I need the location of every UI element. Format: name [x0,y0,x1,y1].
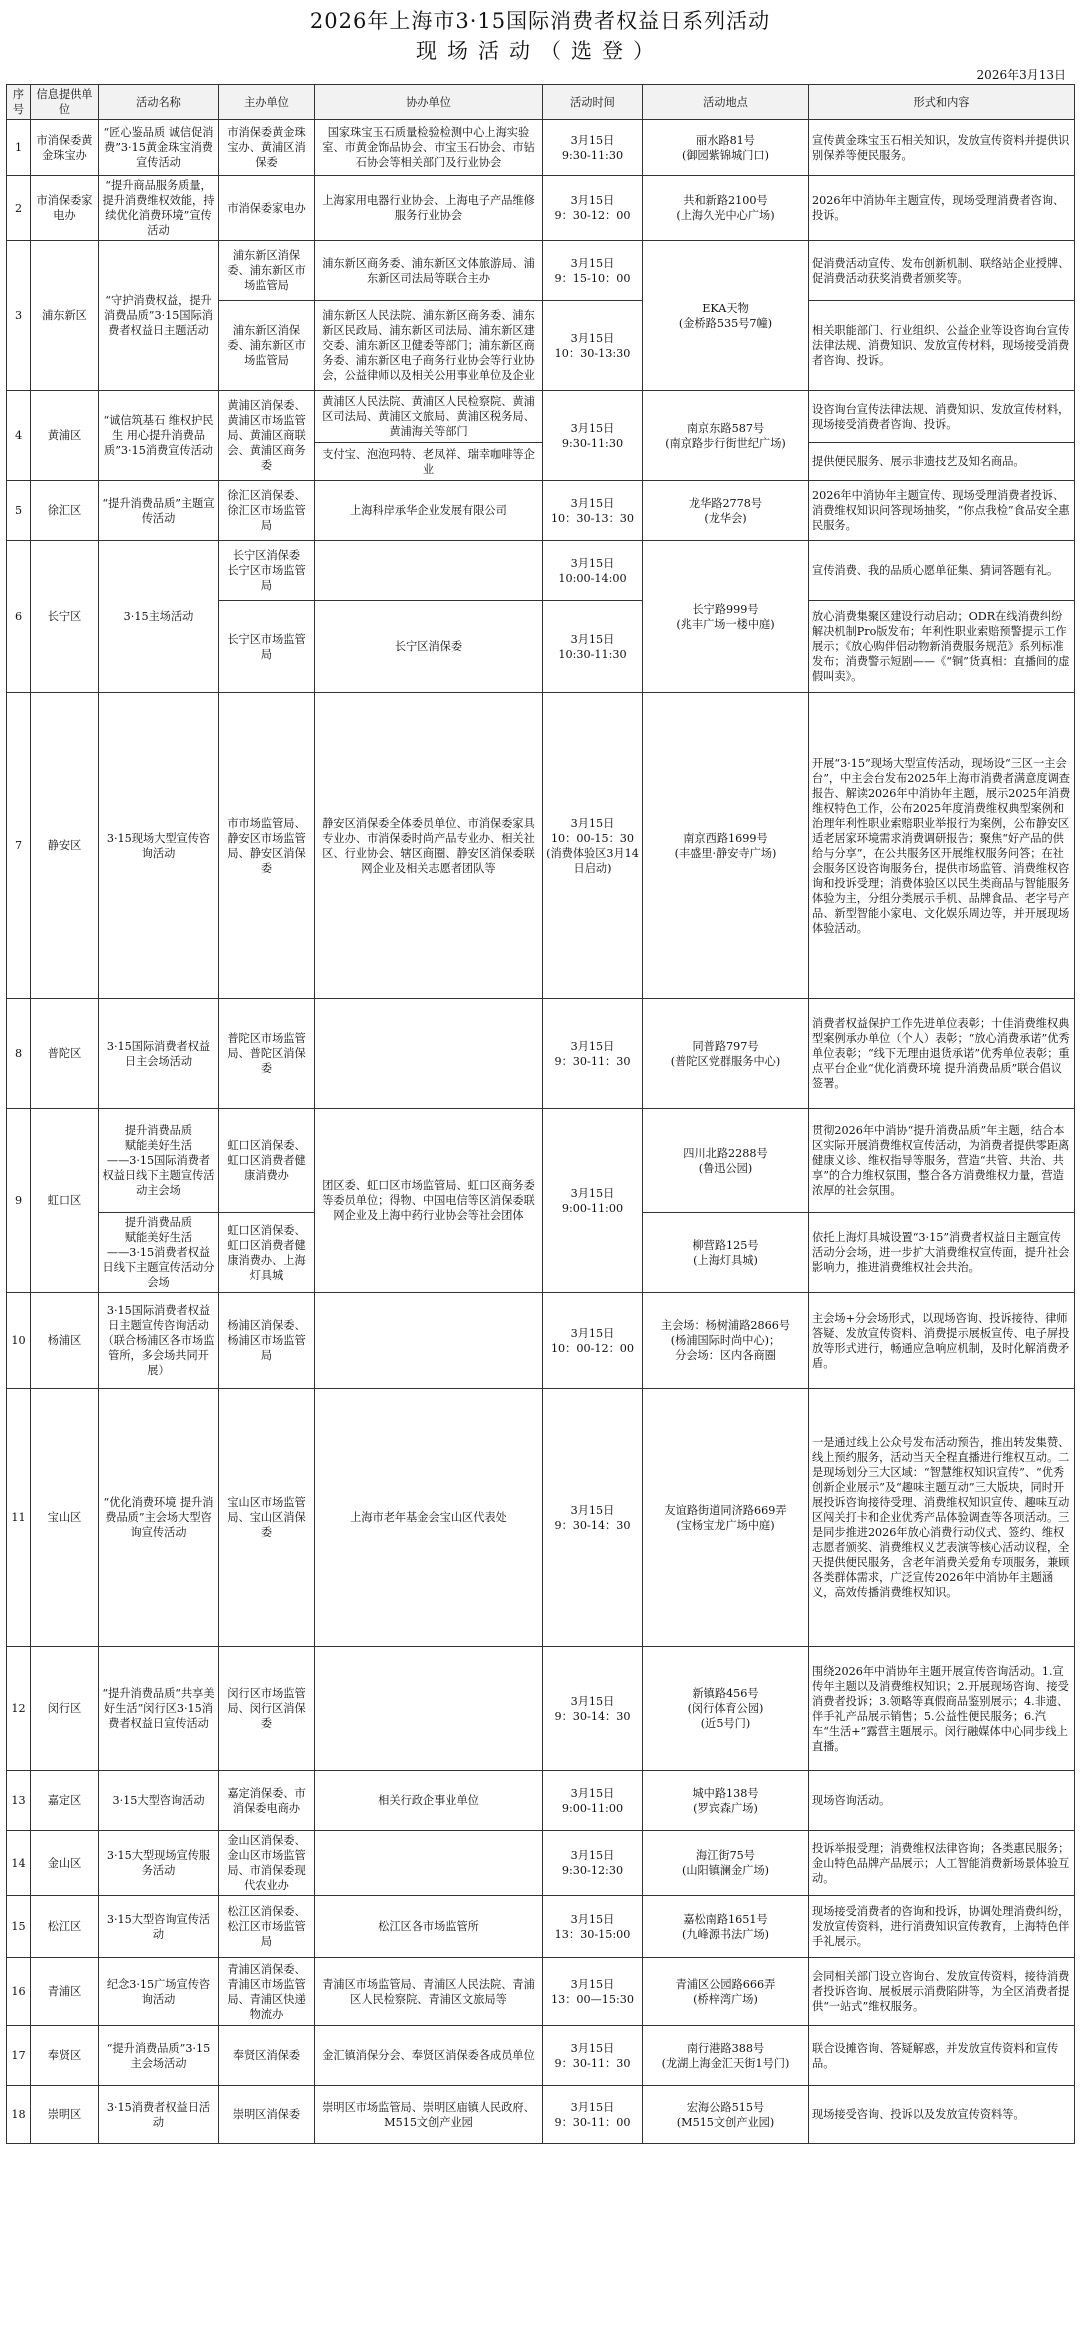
place-cell: 同普路797号 (普陀区党群服务中心) [643,999,809,1109]
place-cell: 主会场：杨树浦路2866号 (杨浦国际时尚中心)； 分会场：区内各商圈 [643,1293,809,1389]
content-cell: 宣传黄金珠宝玉石相关知识，发放宣传资料并提供识别保养等便民服务。 [809,120,1075,176]
provider-cell: 市消保委家电办 [31,176,99,241]
content-cell: 围绕2026年中消协年主题开展宣传咨询活动。1.宣传年主题以及消费维权知识；2.开展现场咨询、接受消费者投诉；3.领略等真假商品鉴别展示；4.非遗、伴手礼产品展示销售；5.公益性便民服务；6.汽车“生活+”露营主题展示。闵行融媒体中心同步线上直播。 [809,1647,1075,1771]
cohost-cell: 上海市老年基金会宝山区代表处 [315,1389,543,1647]
time-cell: 3月15日 9:30-11:30 [543,120,643,176]
content-cell: 贯彻2026年中消协“提升消费品质”年主题，结合本区实际开展消费维权宣传活动，为消费者提供零距离健康义诊、维权指导等服务，营造“共管、共治、共享”的合力维权氛围，整合各方消费维权力量，营造浓厚的社会氛围。 [809,1109,1075,1213]
time-cell: 3月15日 10：30-13：30 [543,481,643,541]
time-cell: 3月15日 13：30-15:00 [543,1896,643,1958]
table-row [7,1896,1075,1958]
cohost-cell: 崇明区市场监管局、崇明区庙镇人民政府、M515文创产业园 [315,2086,543,2144]
col-header: 形式和内容 [809,85,1075,120]
content-cell: 会同相关部门设立咨询台、发放宣传资料，接待消费者投诉咨询、展板展示消费陷阱等，为全区消费者提供“一站式”维权服务。 [809,1958,1075,2026]
host-cell: 宝山区市场监管局、宝山区消保委 [219,1389,315,1647]
provider-cell: 金山区 [31,1831,99,1896]
row-number: 7 [7,693,31,999]
place-cell: 青浦区公园路666弄 (桥梓湾广场) [643,1958,809,2026]
content-cell: 一是通过线上公众号发布活动预告，推出转发集赞、线上预约服务，活动当天全程直播进行维权互动。二是现场划分三大区域：“智慧维权知识宣传”、“优秀创新企业展示”及“趣味主题互动”三大版块，同时开展投诉咨询接待受理、消费维权知识宣传、趣味互动区闯关打卡和企业优秀产品体验调查等各项活动。三是同步推进2026年放心消费行动仪式、签约、维权志愿者颁奖、消费维权义艺表演等核心活动议程，全天提供便民服务，含老年消费关爱角专项服务，兼顾各类群体需求，广泛宣传2026年中消协年主题涵义，高效传播消费维权知识。 [809,1389,1075,1647]
activity-name-cell: 3·15国际消费者权益日主会场活动 [99,999,219,1109]
host-cell: 浦东新区消保委、浦东新区市场监管局 [219,301,315,391]
time-cell: 3月15日 9:30-12:30 [543,1831,643,1896]
provider-cell: 普陀区 [31,999,99,1109]
place-cell: 丽水路81号 (御园紫锦城门口) [643,120,809,176]
content-cell: 联合设摊咨询、答疑解惑，并发放宣传资料和宣传品。 [809,2026,1075,2086]
activity-name-cell: 纪念3·15广场宣传咨询活动 [99,1958,219,2026]
time-cell: 3月15日 9：30-11：00 [543,2086,643,2144]
content-cell: 现场接受咨询、投诉以及发放宣传资料等。 [809,2086,1075,2144]
document-date: 2026年3月13日 [976,68,1066,82]
host-cell: 徐汇区消保委、徐汇区市场监管局 [219,481,315,541]
time-cell: 3月15日 9：15-10：00 [543,241,643,301]
table-row [7,1831,1075,1896]
place-cell: 嘉松南路1651号 (九峰源书法广场) [643,1896,809,1958]
activity-name-cell: 3·15主场活动 [99,541,219,693]
cohost-cell: 上海科岸承华企业发展有限公司 [315,481,543,541]
row-number: 2 [7,176,31,241]
table-row [7,241,1075,301]
activity-name-cell: 提升消费品质 赋能美好生活 ——3·15国际消费者权益日线下主题宣传活动主会场 [99,1109,219,1213]
place-cell: 南行港路388号 (龙湖上海金汇天街1号门) [643,2026,809,2086]
cohost-cell: 浦东新区商务委、浦东新区文体旅游局、浦东新区司法局等联合主办 [315,241,543,301]
table-row [7,2086,1075,2144]
content-cell: 2026年中消协年主题宣传，现场受理消费者咨询、投诉。 [809,176,1075,241]
provider-cell: 奉贤区 [31,2026,99,2086]
provider-cell: 静安区 [31,693,99,999]
activity-name-cell: “守护消费权益，提升消费品质”3·15国际消费者权益日主题活动 [99,241,219,391]
document-title: 2026年上海市3·15国际消费者权益日系列活动 [309,9,771,33]
row-number: 5 [7,481,31,541]
content-cell: 2026年中消协年主题宣传、现场受理消费者投诉、消费维权知识问答现场抽奖，“你点我检”食品安全惠民服务。 [809,481,1075,541]
row-number: 17 [7,2026,31,2086]
row-number: 1 [7,120,31,176]
table-row [7,481,1075,541]
table-row [7,1958,1075,2026]
row-number: 10 [7,1293,31,1389]
col-header: 活动时间 [543,85,643,120]
table-row [7,1109,1075,1213]
table-header-row [7,85,1075,120]
table-row [7,693,1075,999]
time-cell: 3月15日 9:00-11:00 [543,1771,643,1831]
table-row [7,176,1075,241]
host-cell: 嘉定消保委、市消保委电商办 [219,1771,315,1831]
time-cell: 3月15日 9：30-14：30 [543,1647,643,1771]
provider-cell: 徐汇区 [31,481,99,541]
cohost-cell: 上海家用电器行业协会、上海电子产品维修服务行业协会 [315,176,543,241]
place-cell: 柳营路125号 (上海灯具城) [643,1213,809,1293]
col-header: 协办单位 [315,85,543,120]
host-cell: 杨浦区消保委、杨浦区市场监管局 [219,1293,315,1389]
col-header: 主办单位 [219,85,315,120]
cohost-cell: 支付宝、泡泡玛特、老凤祥、瑞幸咖啡等企业 [315,443,543,481]
content-cell: 依托上海灯具城设置“3·15”消费者权益日主题宣传活动分会场，进一步扩大消费维权宣传面，提升社会影响力，推进消费维权社会共治。 [809,1213,1075,1293]
activity-name-cell: 3·15大型咨询宣传活动 [99,1896,219,1958]
time-cell: 3月15日 10:00-14:00 [543,541,643,601]
cohost-cell: 国家珠宝玉石质量检验检测中心上海实验室、市黄金饰品协会、市宝玉石协会、市钻石协会等相关部门及行业协会 [315,120,543,176]
content-cell: 促消费活动宣传、发布创新机制、联络站企业授牌、促消费活动获奖消费者颁奖等。 [809,241,1075,301]
provider-cell: 浦东新区 [31,241,99,391]
cohost-cell: 黄浦区人民法院、黄浦区人民检察院、黄浦区司法局、黄浦区文旅局、黄浦区税务局、黄浦海关等部门 [315,391,543,443]
row-number: 16 [7,1958,31,2026]
content-cell: 消费者权益保护工作先进单位表彰；十佳消费维权典型案例承办单位（个人）表彰；“放心消费承诺”优秀单位表彰；“线下无理由退货承诺”优秀单位表彰；重点平台企业“优化消费环境 提升消费品质”联合倡议签署。 [809,999,1075,1109]
row-number: 18 [7,2086,31,2144]
activity-name-cell: 3·15消费者权益日活动 [99,2086,219,2144]
cohost-cell [315,1831,543,1896]
cohost-cell: 金汇镇消保分会、奉贤区消保委各成员单位 [315,2026,543,2086]
time-cell: 3月15日 10:30-11:30 [543,601,643,693]
table-row [7,2026,1075,2086]
host-cell: 奉贤区消保委 [219,2026,315,2086]
activity-name-cell: 3·15大型咨询活动 [99,1771,219,1831]
time-cell: 3月15日 10：00-12：00 [543,1293,643,1389]
cohost-cell [315,999,543,1109]
activity-name-cell: “诚信筑基石 维权护民生 用心提升消费品质”3·15消费宣传活动 [99,391,219,481]
place-cell: 龙华路2778号 (龙华会) [643,481,809,541]
host-cell: 崇明区消保委 [219,2086,315,2144]
time-cell: 3月15日 9：30-12：00 [543,176,643,241]
provider-cell: 杨浦区 [31,1293,99,1389]
cohost-cell: 浦东新区人民法院、浦东新区商务委、浦东新区民政局、浦东新区司法局、浦东新区建交委、浦东新区卫健委等部门；浦东新区商务委、浦东新区电子商务行业协会等行业协会，公益律师以及相关公用事业单位及企业 [315,301,543,391]
place-cell: 友谊路街道同济路669弄 (宝杨宝龙广场中庭) [643,1389,809,1647]
col-header: 信息提供单位 [31,85,99,120]
cohost-cell: 青浦区市场监管局、青浦区人民法院、青浦区人民检察院、青浦区文旅局等 [315,1958,543,2026]
activity-name-prefix: “提升消费品质 [102,1687,176,1700]
row-number: 8 [7,999,31,1109]
row-number: 15 [7,1896,31,1958]
provider-cell: 松江区 [31,1896,99,1958]
provider-cell: 宝山区 [31,1389,99,1647]
table-row [7,541,1075,601]
cohost-cell: 长宁区消保委 [315,601,543,693]
host-cell: 长宁区消保委 长宁区市场监管局 [219,541,315,601]
place-cell: 南京西路1699号 (丰盛里·静安寺广场) [643,693,809,999]
row-number: 6 [7,541,31,693]
time-cell: 3月15日 13：00—15:30 [543,1958,643,2026]
row-number: 9 [7,1109,31,1293]
provider-cell: 崇明区 [31,2086,99,2144]
provider-cell: 黄浦区 [31,391,99,481]
provider-cell: 闵行区 [31,1647,99,1771]
host-cell: 闵行区市场监管局、闵行区消保委 [219,1647,315,1771]
activity-name-cell [99,1647,219,1771]
place-cell: 南京东路587号 (南京路步行街世纪广场) [643,391,809,481]
host-cell: 虹口区消保委、虹口区消费者健康消费办、上海灯具城 [219,1213,315,1293]
cohost-cell [315,541,543,601]
row-number: 4 [7,391,31,481]
row-number: 14 [7,1831,31,1896]
table-row [7,391,1075,443]
place-cell: 共和新路2100号 (上海久光中心广场) [643,176,809,241]
activity-name-text: “共享美好生活”闵行区3·15消费者权益日宣传活动 [104,1687,215,1730]
time-cell: 3月15日 9:00-11:00 [543,1109,643,1293]
host-cell: 黄浦区消保委、黄浦区市场监管局、黄浦区商联会、黄浦区商务委 [219,391,315,481]
activity-name-cell: 3·15国际消费者权益日主题宣传咨询活动（联合杨浦区各市场监管所，多会场共同开展） [99,1293,219,1389]
cohost-cell: 松江区各市场监管所 [315,1896,543,1958]
host-cell: 松江区消保委、松江区市场监管局 [219,1896,315,1958]
content-cell: 开展“3·15”现场大型宣传活动，现场设“三区一主会台”，中主会台发布2025年上海市消费者满意度调查报告、解读2026年中消协年主题，展示2025年消费维权特色工作，公布2025年度消费维权典型案例和治理年利性职业索赔职业举报行为案例，公布静安区适老居家环境需求消费调研报告；聚焦“好产品的供给与分享”，在公共服务区开展维权服务问答；在社会服务区设咨询服务台，提供市场监管、消费维权咨询和投诉受理；消费体验区以民生类商品与智能服务体验为主，分组分类展示手机、品牌食品、老字号产品、新型智能小家电、文化娱乐周边等，并开展现场体验活动。 [809,693,1075,999]
host-cell: 普陀区市场监管局、普陀区消保委 [219,999,315,1109]
place-cell: 城中路138号 (罗宾森广场) [643,1771,809,1831]
place-cell: 宏海公路515号 (M515文创产业园) [643,2086,809,2144]
content-cell: 现场接受消费者的咨询和投诉，协调处理消费纠纷，发放宣传资料，进行消费知识宣传教育，上海特色伴手礼展示。 [809,1896,1075,1958]
row-number: 12 [7,1647,31,1771]
host-cell: 市消保委家电办 [219,176,315,241]
content-cell: 设咨询台宣传法律法规、消费知识、发放宣传材料，现场接受消费者咨询、投诉。 [809,391,1075,443]
provider-cell: 市消保委黄金珠宝办 [31,120,99,176]
table-row [7,120,1075,176]
content-cell: 宣传消费、我的品质心愿单征集、猜词答题有礼。 [809,541,1075,601]
place-cell: 新镇路456号 (闵行体育公园) (近5号门) [643,1647,809,1771]
cohost-cell: 相关行政企事业单位 [315,1771,543,1831]
activity-name-cell: “提升商品服务质量，提升消费维权效能，持续优化消费环境”宣传活动 [99,176,219,241]
host-cell: 市市场监管局、静安区市场监管局、静安区消保委 [219,693,315,999]
host-cell: 浦东新区消保委、浦东新区市场监管局 [219,241,315,301]
activity-name-cell: 提升消费品质 赋能美好生活 ——3·15消费者权益日线下主题宣传活动分会场 [99,1213,219,1293]
place-cell: 长宁路999号 (兆丰广场一楼中庭) [643,541,809,693]
table-row [7,1647,1075,1771]
content-cell: 现场咨询活动。 [809,1771,1075,1831]
time-cell: 3月15日 9:30-11:30 [543,391,643,481]
cohost-cell [315,1647,543,1771]
provider-cell: 长宁区 [31,541,99,693]
document-subtitle: 现场活动（选登） [416,39,664,63]
time-cell: 3月15日 10：30-13:30 [543,301,643,391]
col-header: 活动名称 [99,85,219,120]
content-cell: 主会场+分会场形式，以现场咨询、投诉接待、律师答疑、发放宣传资料、消费提示展板宣传、电子屏投放等形式进行，畅通应急响应机制，及时化解消费矛盾。 [809,1293,1075,1389]
place-cell: 四川北路2288号 (鲁迅公园) [643,1109,809,1213]
place-cell: EKA天物 (金桥路535号7幢) [643,241,809,391]
activity-name-cell: 3·15现场大型宣传咨询活动 [99,693,219,999]
time-cell: 3月15日 9：30-14：30 [543,1389,643,1647]
cohost-cell: 团区委、虹口区市场监管局、虹口区商务委等委员单位；得物、中国电信等区消保委联网企业及上海中药行业协会等社会团体 [315,1109,543,1293]
table-row [7,1771,1075,1831]
time-cell: 3月15日 9：30-11：30 [543,2026,643,2086]
row-number: 13 [7,1771,31,1831]
col-header: 活动地点 [643,85,809,120]
cohost-cell [315,1293,543,1389]
host-cell: 虹口区消保委、虹口区消费者健康消费办 [219,1109,315,1213]
table-row [7,999,1075,1109]
activity-name-cell: “优化消费环境 提升消费品质”主会场大型咨询宣传活动 [99,1389,219,1647]
cohost-cell: 静安区消保委全体委员单位、市消保委家具专业办、市消保委时尚产品专业办、相关社区、行业协会、辖区商圈、静安区消保委联网企业及相关志愿者团队等 [315,693,543,999]
activity-name-cell: “提升消费品质”3·15主会场活动 [99,2026,219,2086]
content-cell: 放心消费集聚区建设行动启动；ODR在线消费纠纷解决机制Pro版发布；年利性职业索赔预警提示工作展示；《放心购伴侣动物新消费服务规范》系列标准发布；消费警示短剧——《“铜”货真相：直播间的虚假叫卖》。 [809,601,1075,693]
content-cell: 提供便民服务、展示非遗技艺及知名商品。 [809,443,1075,481]
time-cell: 3月15日 10：00-15：30 (消费体验区3月14日启动) [543,693,643,999]
activity-name-cell: “匠心鉴品质 诚信促消费”3·15黄金珠宝消费宣传活动 [99,120,219,176]
row-number: 3 [7,241,31,391]
content-cell: 相关职能部门、行业组织、公益企业等设咨询台宣传法律法规、消费知识、发放宣传材料，现场接受消费者咨询、投诉。 [809,301,1075,391]
row-number: 11 [7,1389,31,1647]
time-cell: 3月15日 9：30-11：30 [543,999,643,1109]
table-row [7,1389,1075,1647]
activity-name-cell: “提升消费品质”主题宣传活动 [99,481,219,541]
col-header: 序号 [7,85,31,120]
host-cell: 金山区消保委、金山区市场监管局、市消保委现代农业办 [219,1831,315,1896]
host-cell: 青浦区消保委、青浦区市场监管局、青浦区快递物流办 [219,1958,315,2026]
provider-cell: 嘉定区 [31,1771,99,1831]
activity-table [6,84,1075,2144]
provider-cell: 青浦区 [31,1958,99,2026]
table-row [7,1293,1075,1389]
activity-name-cell: 3·15大型现场宣传服务活动 [99,1831,219,1896]
host-cell: 长宁区市场监管局 [219,601,315,693]
place-cell: 海江街75号 (山阳镇澜金广场) [643,1831,809,1896]
content-cell: 投诉举报受理；消费维权法律咨询；各类惠民服务；金山特色品牌产品展示；人工智能消费新场景体验互动。 [809,1831,1075,1896]
provider-cell: 虹口区 [31,1109,99,1293]
host-cell: 市消保委黄金珠宝办、黄浦区消保委 [219,120,315,176]
